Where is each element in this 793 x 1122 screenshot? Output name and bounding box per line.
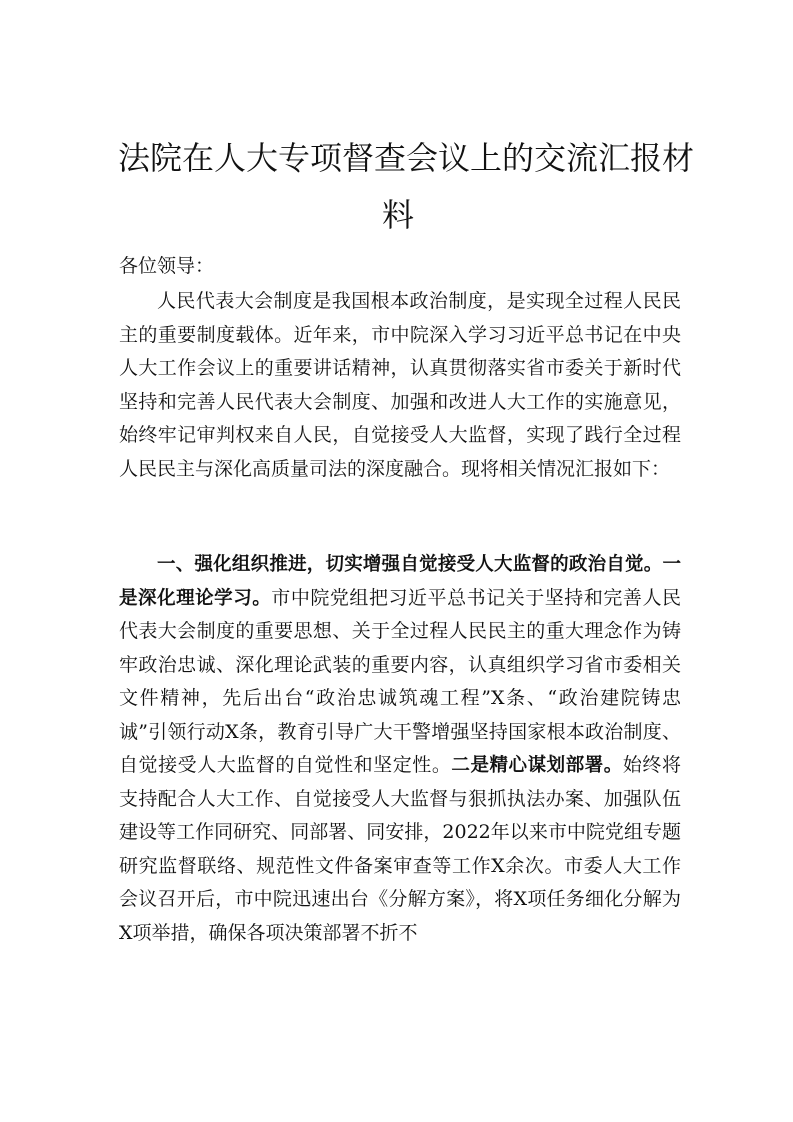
document-title-line-1: 法院在人大专项督查会议上的交流汇报材 xyxy=(118,139,695,177)
section-1-block xyxy=(119,548,681,950)
point-2-text: 始终将支持配合人大工作、自觉接受人大监督与狠抓执法办案、加强队伍建设等工作同研究、同部署、同安排，2022年以来市中院党组专题研究监督联络、规范性文件备案审查等工作X余次。市委人大工作会议召开后，市中院迅速出台《分解方案》，将X项任务细化分解为X项举措，确保各项决策部署不折不 xyxy=(119,754,681,944)
section-1-paragraph xyxy=(119,548,681,950)
document-title-line-2: 料 xyxy=(381,196,414,234)
section-1-heading: 一、强化组织推进，切实增强自觉接受人大监督的政治自觉。 xyxy=(157,554,663,575)
intro-paragraph: 人民代表大会制度是我国根本政治制度，是实现全过程人民民主的重要制度载体。近年来，市中院深入学习习近平总书记在中央人大工作会议上的重要讲话精神，认真贯彻落实省市委关于新时代坚持和完善人民代表大会制度、加强和改进人大工作的实施意见，始终牢记审判权来自人民，自觉接受人大监督，实现了践行全过程人民民主与深化高质量司法的深度融合。现将相关情况汇报如下： xyxy=(119,290,681,480)
salutation: 各位领导： xyxy=(119,255,215,277)
intro-paragraph-block xyxy=(119,285,681,486)
point-1-heading: 一是深化理论学习。 xyxy=(119,554,681,609)
point-2-heading: 二是精心谋划部署。 xyxy=(451,755,623,776)
point-1-text: 市中院党组把习近平总书记关于坚持和完善人民代表大会制度的重要思想、关于全过程人民民主的重大理念作为铸牢政治忠诚、深化理论武装的重要内容，认真组织学习省市委相关文件精神，先后出台“政治忠诚筑魂工程”X条、“政治建院铸忠诚”引领行动X条，教育引导广大干警增强坚持国家根本政治制度、自觉接受人大监督的自觉性和坚定性。 xyxy=(119,586,681,776)
